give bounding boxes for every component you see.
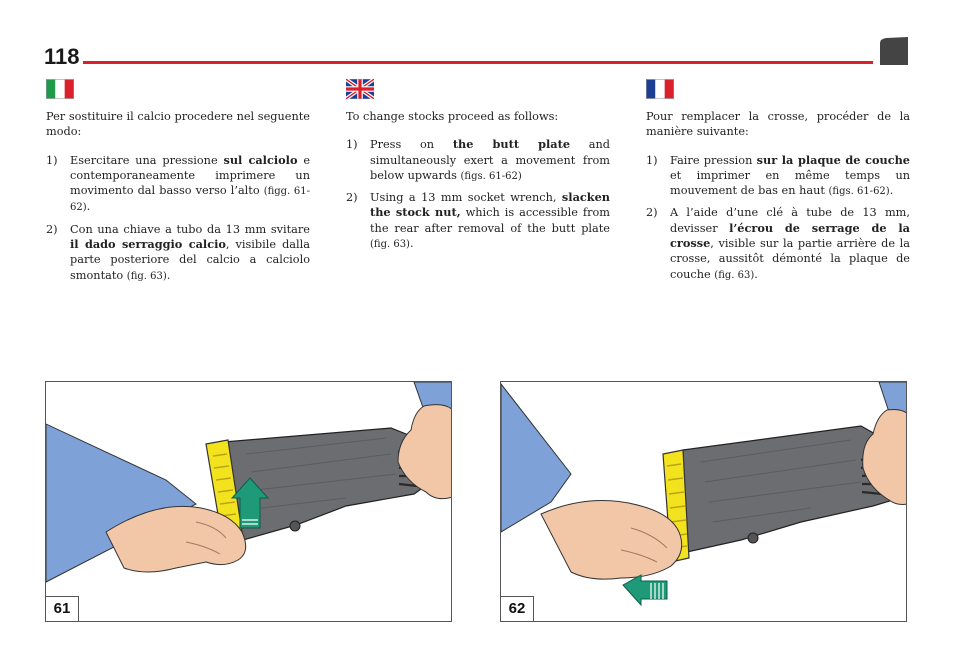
french-step-1 [646, 153, 910, 200]
italian-intro: Per sostituire il calcio procedere nel seguente modo: [46, 110, 310, 139]
step-text: . [409, 237, 414, 251]
figure-reference: (fig. 63) [370, 239, 410, 251]
step-text: Esercitare una pressione [70, 153, 224, 167]
step-text: Using a 13 mm socket wrench, [370, 191, 562, 205]
uk-flag-icon [346, 79, 374, 99]
figure-reference: (figg. 61-62) [70, 186, 310, 214]
section-tab-icon [880, 37, 908, 65]
step-text: A l’aide d’une clé à tube de 13 mm, devisser [670, 206, 910, 235]
step-number: 1) [46, 153, 58, 167]
step-number: 2) [346, 191, 358, 205]
italian-step-1 [46, 153, 310, 216]
step-bold-term: the butt plate [452, 137, 571, 152]
step-number: 2) [646, 206, 658, 220]
italy-flag-icon [46, 79, 74, 99]
step-text: Faire pression [670, 153, 757, 167]
step-bold-term: l’écrou de serrage de la crosse [670, 220, 910, 251]
step-text: e contemporaneamente imprimere un movimento dal basso verso l’alto [70, 153, 310, 198]
page-number: 118 [44, 44, 80, 69]
step-text: . [889, 184, 894, 198]
step-bold-term: sur la plaque de couche [756, 152, 910, 167]
step-text: . [86, 200, 91, 214]
figure-label: 62 [501, 596, 534, 621]
italian-column [46, 109, 310, 290]
figure-62-illustration [501, 382, 907, 622]
figure-62 [500, 381, 907, 622]
stock [683, 426, 893, 552]
step-text: Press on [370, 138, 453, 152]
step-text: Con una chiave a tubo da 13 mm svitare [70, 222, 310, 236]
figure-61-illustration [46, 382, 452, 622]
step-text: and simultaneously exert a movement from below upwards [370, 138, 610, 182]
figure-reference: (figs. 61-62) [828, 186, 890, 198]
figure-61 [45, 381, 452, 622]
step-number: 2) [46, 222, 58, 236]
english-intro: To change stocks proceed as follows: [346, 110, 559, 123]
france-flag-icon [646, 79, 674, 99]
step-text: . [754, 267, 758, 281]
step-text: , visibile dalla parte posteriore del calcio a calciolo smontato [70, 238, 311, 282]
french-intro: Pour remplacer la crosse, procéder de la manière suivante: [646, 110, 910, 139]
step-text: , visible sur la partie arrière de la crosse, aussitôt démonté la plaque de couche [670, 237, 910, 281]
english-step-2 [346, 190, 610, 252]
italian-step-2 [46, 222, 310, 284]
french-column [646, 109, 910, 289]
figure-label: 61 [46, 596, 79, 621]
figure-reference: (fig. 63) [126, 270, 167, 282]
step-text: which is accessible from the rear after removal of the butt plate [370, 206, 610, 235]
header-rule [83, 61, 873, 64]
english-column [346, 109, 610, 258]
step-bold-term: slacken the stock nut, [370, 190, 610, 220]
step-bold-term: sul calciolo [223, 152, 298, 167]
left-arrow-icon [623, 575, 667, 605]
french-step-2 [646, 205, 910, 282]
figure-reference: (fig. 63) [714, 269, 755, 281]
step-number: 1) [646, 153, 658, 167]
step-text: . [166, 268, 171, 282]
left-hand [541, 501, 682, 580]
step-bold-term: il dado serraggio calcio [70, 237, 226, 252]
step-text: et imprimer en même temps un mouvement de bas en haut [670, 168, 910, 198]
figure-reference: (figs. 61-62) [460, 170, 522, 182]
english-step-1 [346, 137, 610, 184]
step-number: 1) [346, 138, 358, 152]
